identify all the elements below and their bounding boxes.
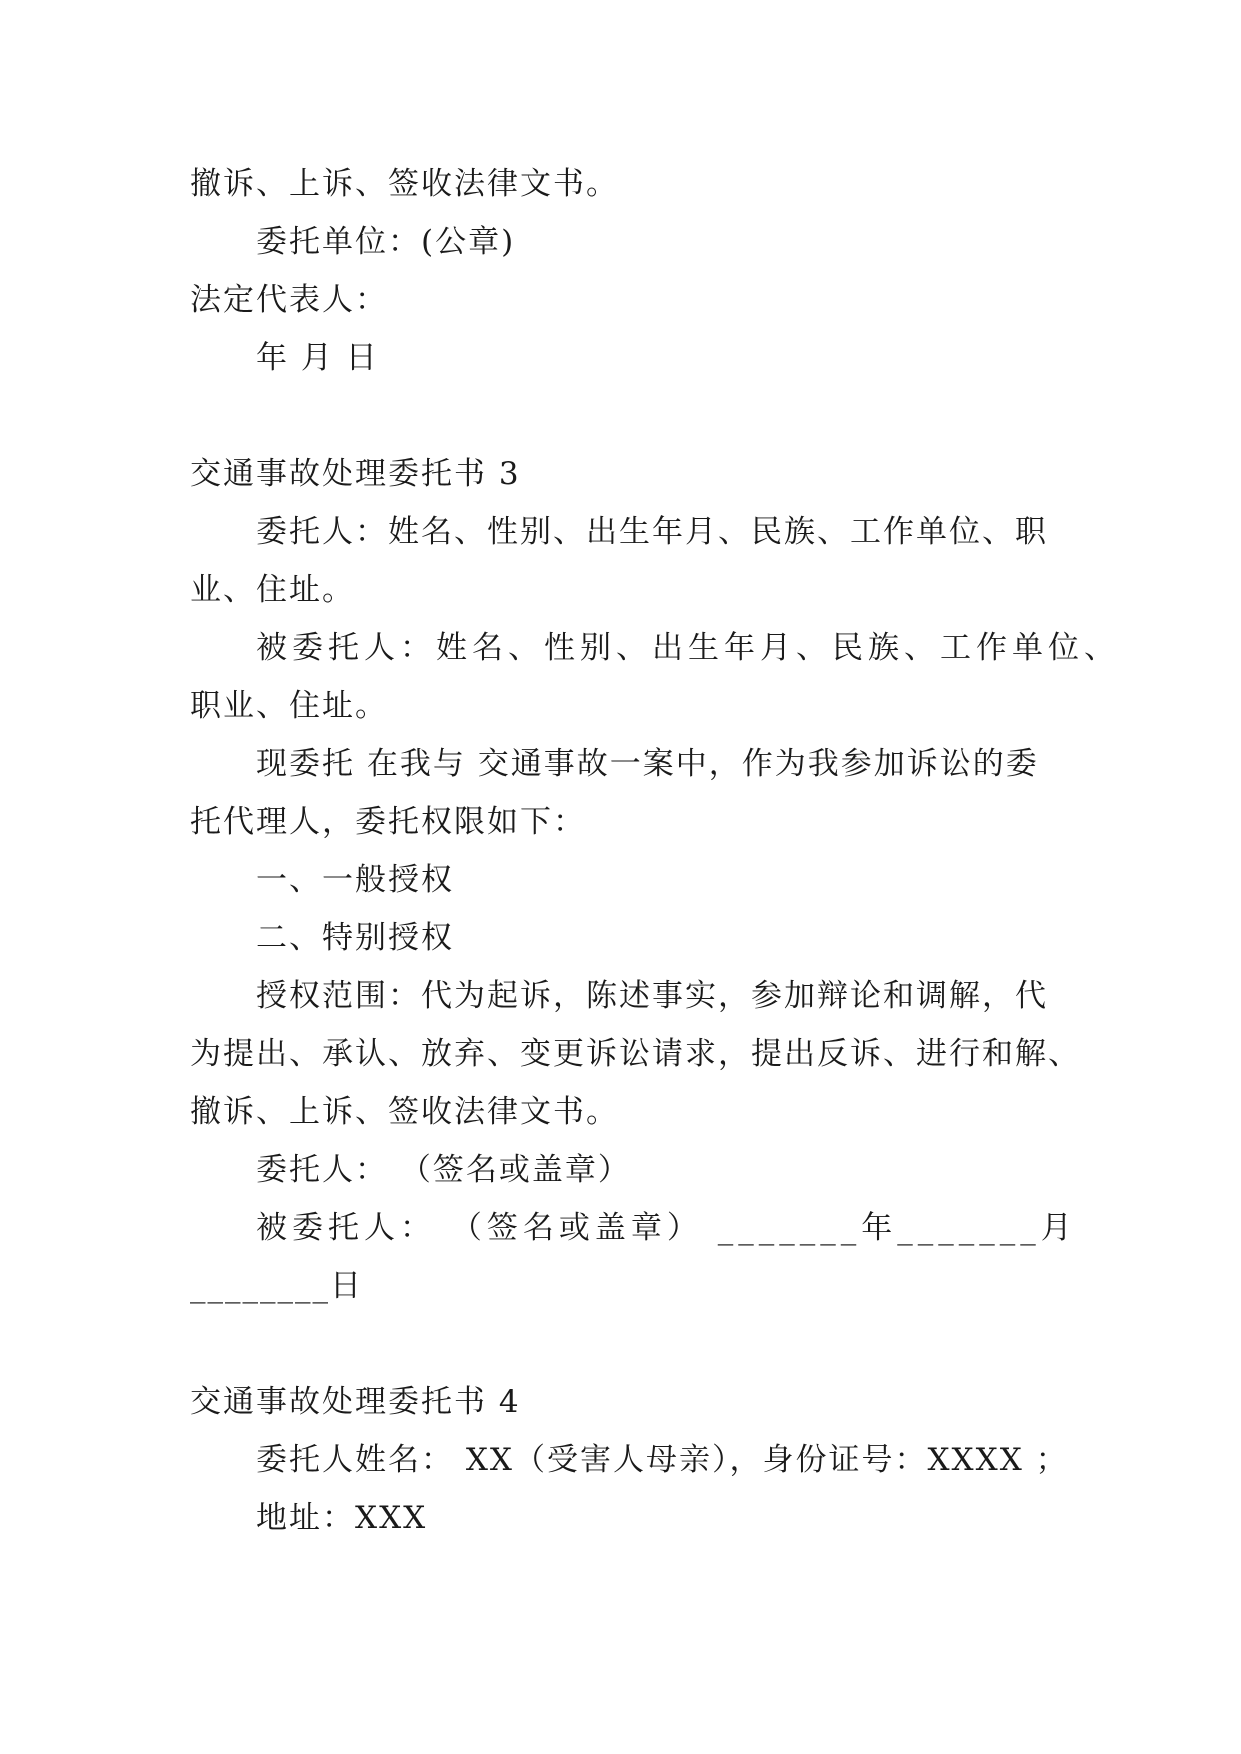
text-line: 委托单位：(公章): [256, 224, 516, 260]
section-title: 交通事故处理委托书 4: [190, 1384, 521, 1420]
signature-line: 被委托人： （签名或盖章） _______年_______月: [256, 1210, 1077, 1246]
signature-line: 委托人： （签名或盖章）: [256, 1152, 631, 1188]
list-item: 二、特别授权: [256, 920, 454, 956]
text-line: 委托人姓名： XX（受害人母亲），身份证号：XXXX ；: [256, 1442, 1069, 1478]
text-line: 法定代表人：: [190, 282, 388, 318]
text-line: 授权范围：代为起诉，陈述事实，参加辩论和调解，代: [256, 978, 1048, 1014]
text-line: 为提出、承认、放弃、变更诉讼请求，提出反诉、进行和解、: [190, 1036, 1081, 1072]
section-title: 交通事故处理委托书 3: [190, 456, 521, 492]
text-line: 职业、住址。: [190, 688, 388, 724]
list-item: 一、一般授权: [256, 862, 454, 898]
text-line: 现委托 在我与 交通事故一案中，作为我参加诉讼的委: [256, 746, 1039, 782]
text-line: 被委托人：姓名、性别、出生年月、民族、工作单位、: [256, 630, 1120, 666]
text-line: 地址：XXX: [256, 1500, 428, 1536]
text-line: 托代理人，委托权限如下：: [190, 804, 586, 840]
text-line: 撤诉、上诉、签收法律文书。: [190, 1094, 619, 1130]
date-line: ________日: [190, 1268, 363, 1304]
text-line: 业、住址。: [190, 572, 355, 608]
text-line: 撤诉、上诉、签收法律文书。: [190, 166, 619, 202]
text-line: 委托人：姓名、性别、出生年月、民族、工作单位、职: [256, 514, 1048, 550]
text-line: 年 月 日: [256, 340, 379, 376]
